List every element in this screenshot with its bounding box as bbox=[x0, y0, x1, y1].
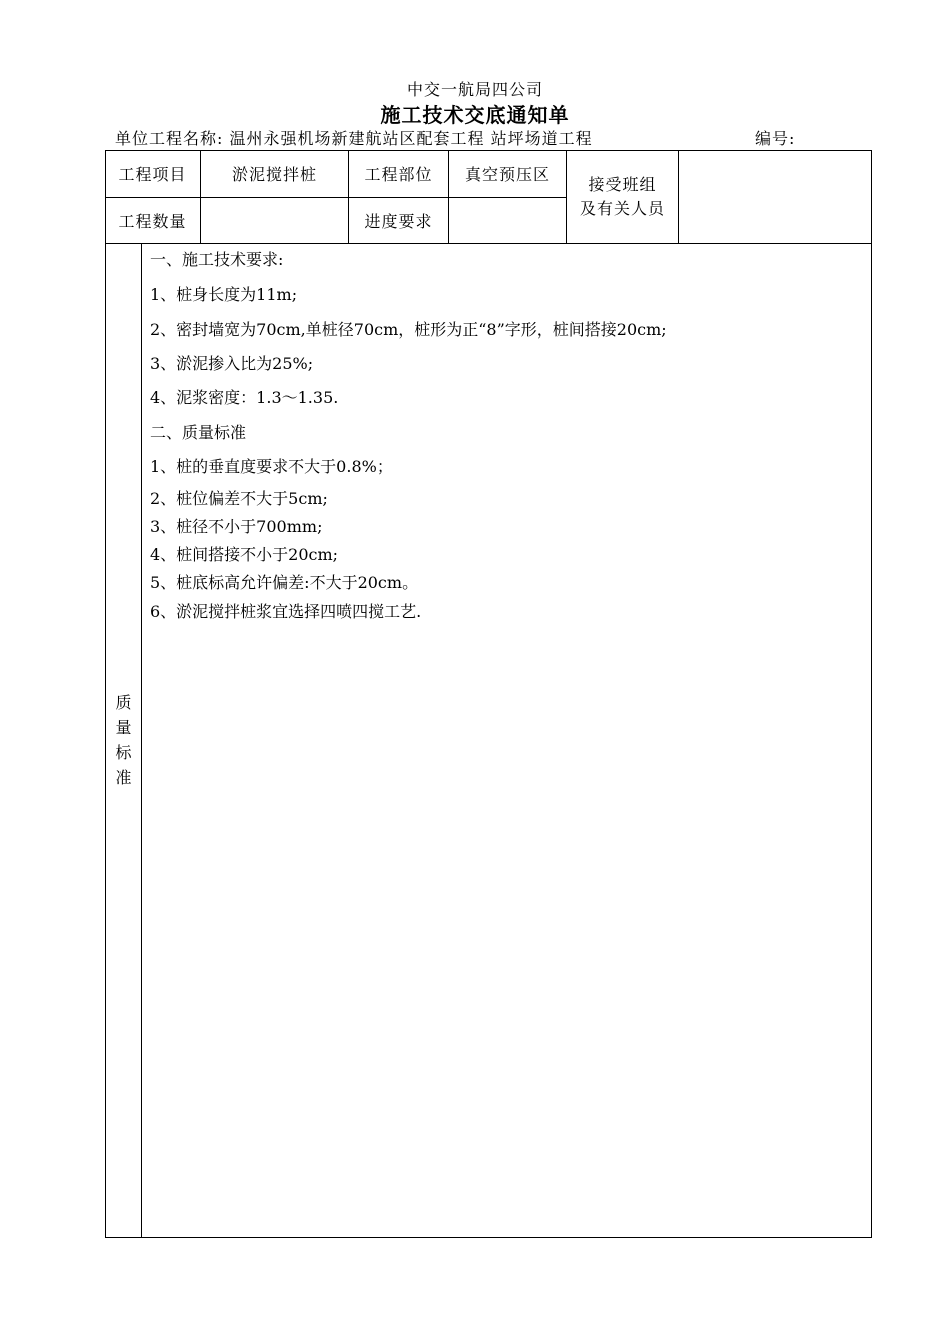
quantity-value bbox=[201, 198, 348, 243]
receiver-label-line1: 接受班组 bbox=[588, 174, 657, 194]
content-line: 1、桩身长度为11m; bbox=[150, 285, 298, 304]
content-line: 4、泥浆密度：1.3～1.35. bbox=[150, 388, 339, 407]
document-code-label: 编号: bbox=[755, 129, 796, 148]
receiver-label bbox=[567, 150, 678, 243]
content-line: 2、密封墙宽为70cm,单桩径70cm，桩形为正“8”字形，桩间搭接20cm; bbox=[150, 320, 667, 339]
schedule-value bbox=[449, 198, 566, 243]
content-line: 二、质量标准 bbox=[150, 423, 247, 442]
unit-project-row bbox=[115, 126, 593, 149]
project-item-value: 淤泥搅拌桩 bbox=[231, 165, 317, 184]
side-label-char: 标 bbox=[115, 743, 132, 762]
side-label-char: 量 bbox=[115, 718, 132, 737]
content-line: 一、施工技术要求: bbox=[150, 250, 284, 269]
content-line: 1、桩的垂直度要求不大于0.8%； bbox=[150, 457, 393, 476]
location-value: 真空预压区 bbox=[464, 165, 550, 184]
content-line: 4、桩间搭接不小于20cm; bbox=[150, 545, 339, 564]
content-line: 3、淤泥掺入比为25%; bbox=[150, 354, 314, 373]
schedule-label: 进度要求 bbox=[364, 212, 433, 231]
row-divider-header-bottom bbox=[105, 243, 872, 244]
project-item-label: 工程项目 bbox=[118, 165, 187, 184]
side-label-char: 准 bbox=[115, 768, 132, 787]
unit-project-value: 温州永强机场新建航站区配套工程 站坪场道工程 bbox=[229, 129, 593, 148]
unit-project-label: 单位工程名称: bbox=[115, 129, 224, 148]
notice-table bbox=[105, 150, 872, 1238]
receiver-value bbox=[679, 150, 871, 243]
location-label: 工程部位 bbox=[364, 165, 433, 184]
content-line: 5、桩底标高允许偏差:不大于20cm。 bbox=[150, 573, 419, 592]
content-line: 6、淤泥搅拌桩浆宜选择四喷四搅工艺. bbox=[150, 602, 422, 621]
document-title: 施工技术交底通知单 bbox=[380, 103, 570, 127]
content-line: 2、桩位偏差不大于5cm; bbox=[150, 489, 328, 508]
organization-name: 中交一航局四公司 bbox=[406, 80, 543, 99]
side-label-char: 质 bbox=[115, 693, 132, 712]
receiver-label-line2: 及有关人员 bbox=[579, 198, 665, 218]
quality-standard-side-label bbox=[105, 690, 142, 790]
content-line: 3、桩径不小于700mm; bbox=[150, 517, 323, 536]
quantity-label: 工程数量 bbox=[118, 212, 187, 231]
